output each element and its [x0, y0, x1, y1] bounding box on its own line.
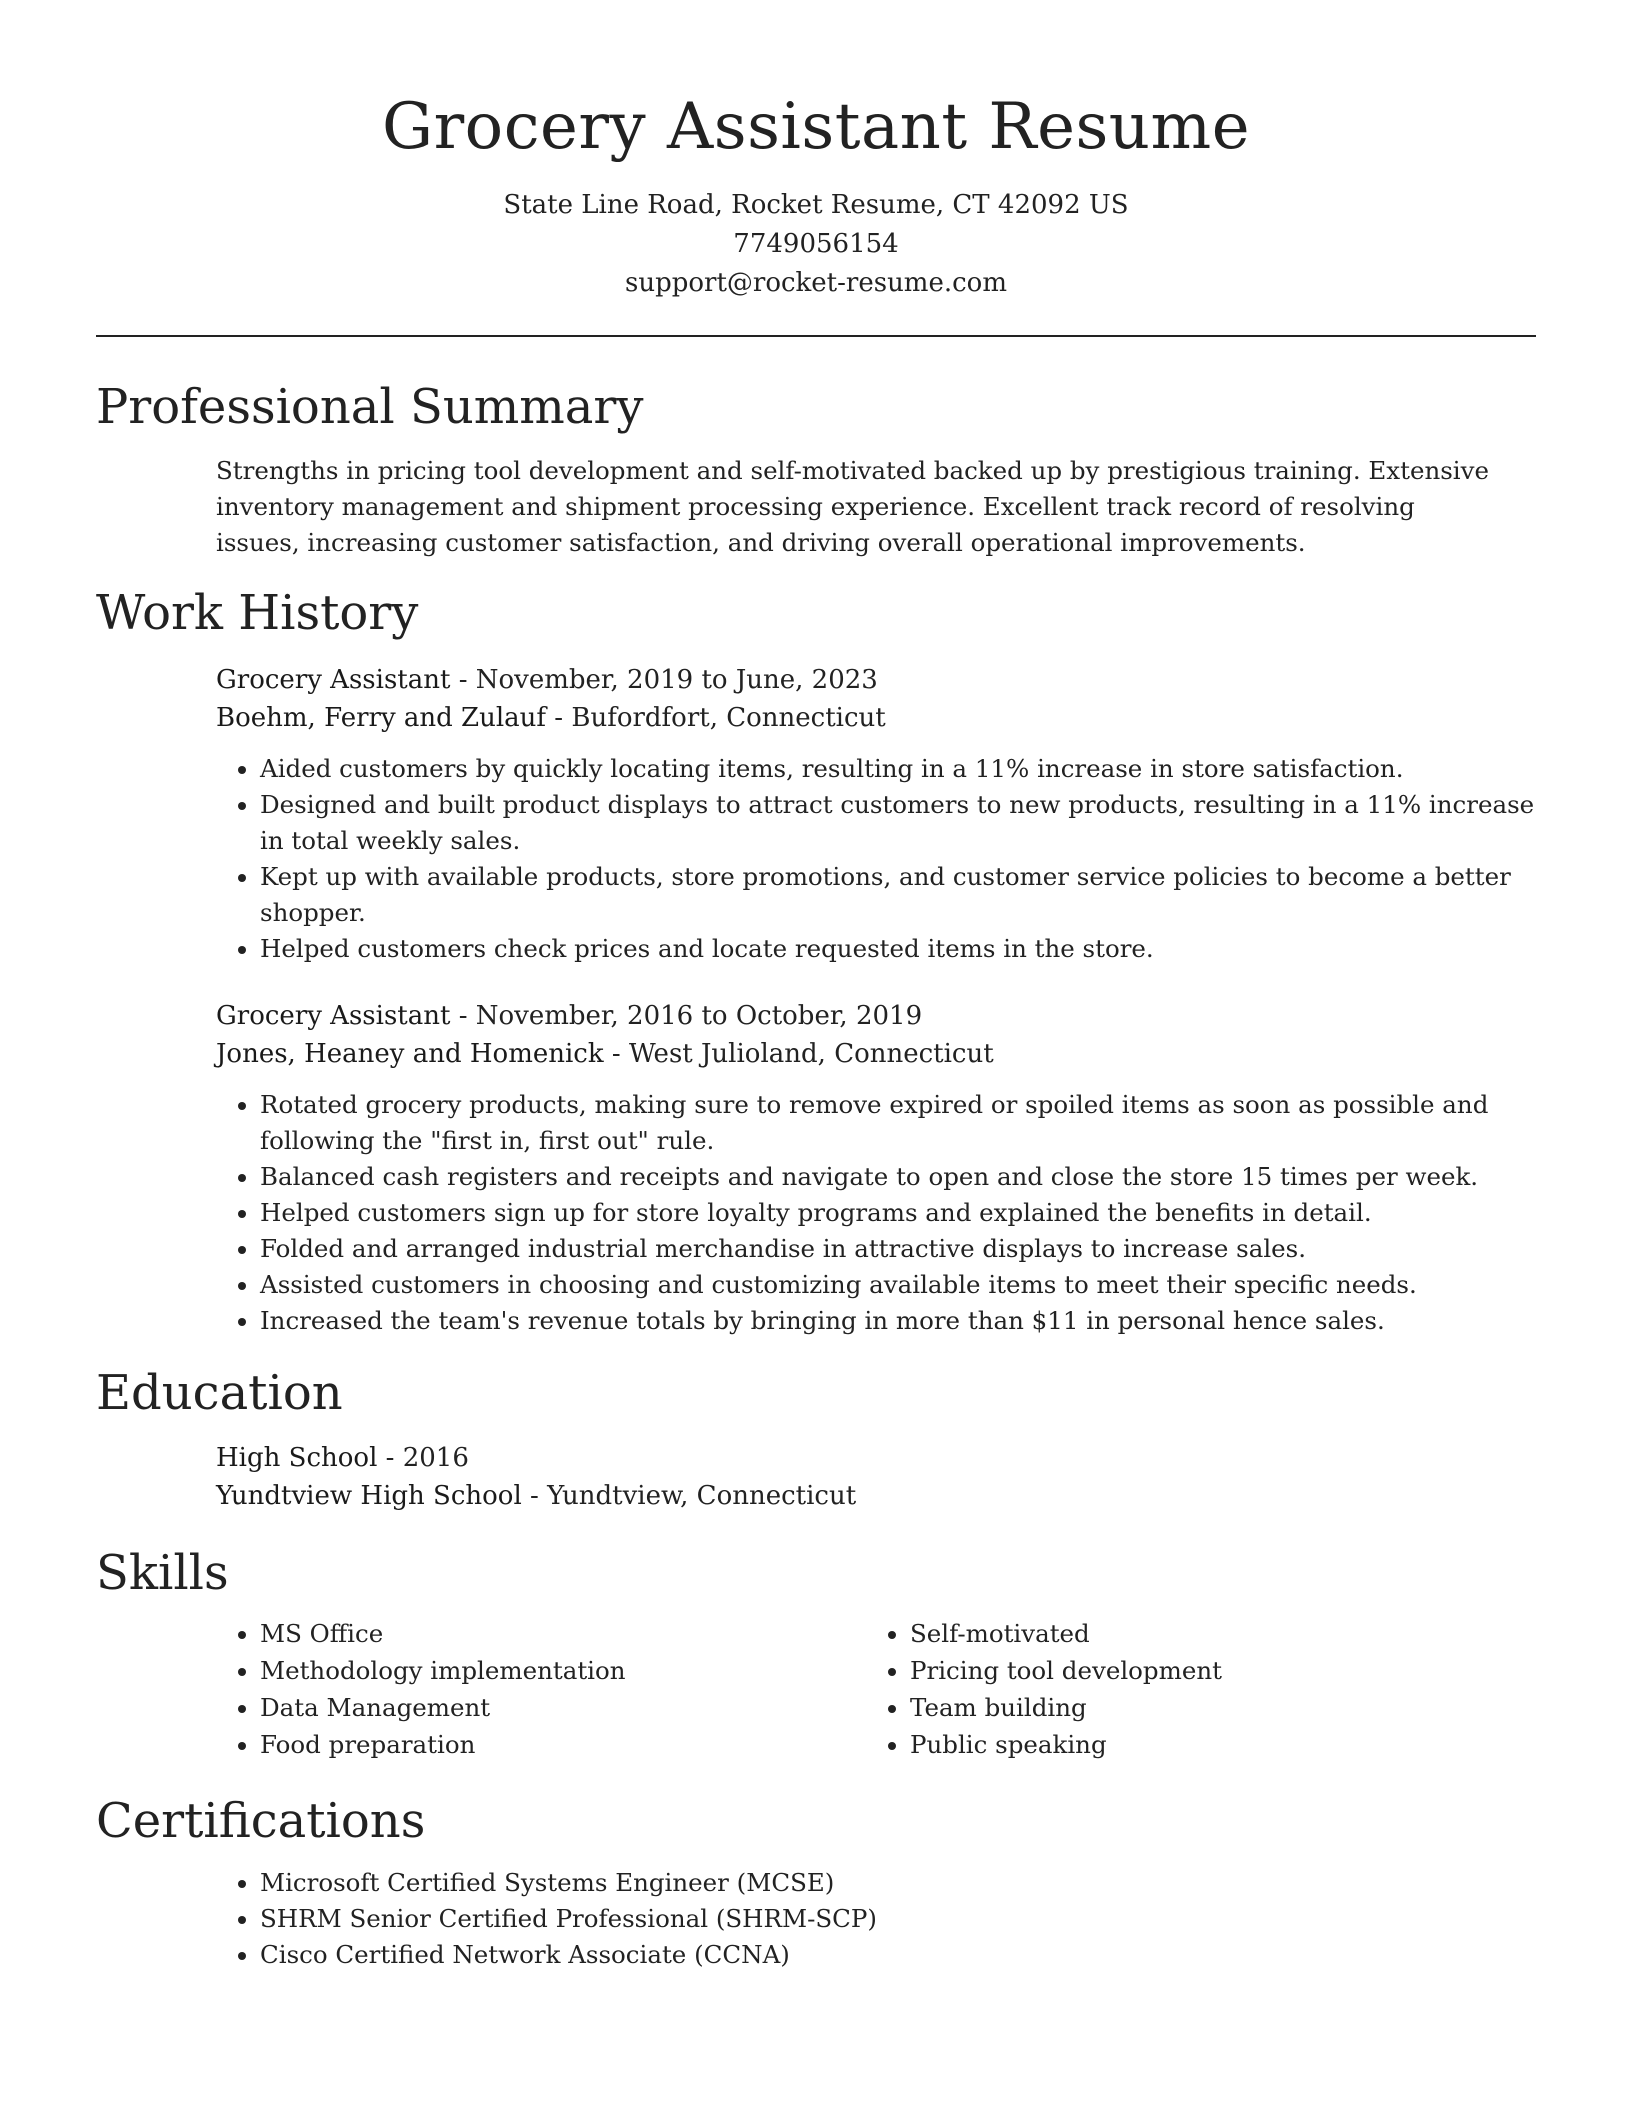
job-bullet: • Balanced cash registers and receipts and navigate to open and close the store 15 times per week.	[260, 1159, 1536, 1195]
resume-title: Grocery Assistant Resume	[381, 90, 1251, 164]
education-degree-line	[216, 1439, 1536, 1477]
job-location: - Bufordfort, Connecticut	[546, 703, 886, 733]
job-bullet: • Folded and arranged industrial merchandise in attractive displays to increase sales.	[260, 1231, 1536, 1267]
job-entry	[96, 997, 1536, 1339]
education-heading: Education	[96, 1365, 343, 1421]
education-school: Yundtview High School	[216, 1481, 522, 1511]
skill-item: • Food preparation	[260, 1726, 866, 1763]
job-bullet: • Designed and built product displays to attract customers to new products, resulting in a 11% increase in total weekly sales.	[260, 787, 1536, 859]
skill-item: • MS Office	[260, 1615, 866, 1652]
job-title-line	[216, 997, 1536, 1035]
job-role: Grocery Assistant	[216, 1001, 451, 1031]
job-bullets	[216, 1087, 1536, 1339]
resume-header	[96, 0, 1536, 303]
job-bullets	[216, 751, 1536, 967]
summary-section	[96, 377, 1536, 561]
work-history-section	[96, 583, 1536, 1339]
certifications-list	[216, 1865, 1536, 1973]
summary-heading: Professional Summary	[96, 379, 644, 435]
certification-item: • SHRM Senior Certified Professional (SHRM-SCP)	[260, 1901, 1536, 1937]
contact-email: support@rocket-resume.com	[624, 268, 1007, 298]
job-bullet: • Increased the team's revenue totals by bringing in more than $11 in personal hence sales.	[260, 1303, 1536, 1339]
skill-item: • Methodology implementation	[260, 1652, 866, 1689]
job-bullet: • Aided customers by quickly locating items, resulting in a 11% increase in store satisfaction.	[260, 751, 1536, 787]
skills-heading: Skills	[96, 1545, 229, 1601]
certifications-section	[96, 1791, 1536, 1973]
contact-phone: 7749056154	[733, 229, 899, 259]
education-year: - 2016	[377, 1443, 469, 1473]
contact-address: State Line Road, Rocket Resume, CT 42092 US	[503, 190, 1129, 220]
job-bullet: • Kept up with available products, store promotions, and customer service policies to become a better shopper.	[260, 859, 1536, 931]
skill-item: • Pricing tool development	[910, 1652, 1516, 1689]
job-bullet: • Helped customers sign up for store loyalty programs and explained the benefits in detail.	[260, 1195, 1536, 1231]
job-company: Jones, Heaney and Homenick	[216, 1039, 604, 1069]
certification-item: • Cisco Certified Network Associate (CCNA)	[260, 1937, 1536, 1973]
education-section	[96, 1363, 1536, 1515]
skill-item: • Self-motivated	[910, 1615, 1516, 1652]
job-title-line	[216, 661, 1536, 699]
certifications-heading: Certifications	[96, 1793, 426, 1849]
certification-item: • Microsoft Certified Systems Engineer (MCSE)	[260, 1865, 1536, 1901]
skills-column-left	[216, 1615, 866, 1763]
job-location: - West Julioland, Connecticut	[603, 1039, 994, 1069]
job-entry	[96, 661, 1536, 967]
job-role: Grocery Assistant	[216, 665, 451, 695]
education-location: - Yundtview, Connecticut	[521, 1481, 857, 1511]
summary-text: Strengths in pricing tool development and self-motivated backed up by prestigious training. Extensive inventory management and shipment processing experience. Excellent track record of resolving issues, increasing customer satisfaction, and driving overall operational improvements.	[216, 456, 1489, 557]
skills-section	[96, 1543, 1536, 1763]
job-company-line	[216, 699, 1536, 737]
job-dates: - November, 2019 to June, 2023	[450, 665, 878, 695]
education-entry	[96, 1439, 1536, 1515]
work-history-heading: Work History	[96, 585, 419, 641]
job-bullet: • Helped customers check prices and locate requested items in the store.	[260, 931, 1536, 967]
skill-item: • Team building	[910, 1689, 1516, 1726]
job-bullet: • Rotated grocery products, making sure to remove expired or spoiled items as soon as possible and following the "first in, first out" rule.	[260, 1087, 1536, 1159]
education-school-line	[216, 1477, 1536, 1515]
job-company: Boehm, Ferry and Zulauf	[216, 703, 547, 733]
header-divider	[96, 335, 1536, 337]
education-degree: High School	[216, 1443, 378, 1473]
skills-grid	[96, 1615, 1536, 1763]
skills-column-right	[866, 1615, 1516, 1763]
job-dates: - November, 2016 to October, 2019	[450, 1001, 923, 1031]
job-bullet: • Assisted customers in choosing and customizing available items to meet their specific needs.	[260, 1267, 1536, 1303]
skill-item: • Public speaking	[910, 1726, 1516, 1763]
contact-info	[96, 186, 1536, 303]
job-company-line	[216, 1035, 1536, 1073]
skill-item: • Data Management	[260, 1689, 866, 1726]
